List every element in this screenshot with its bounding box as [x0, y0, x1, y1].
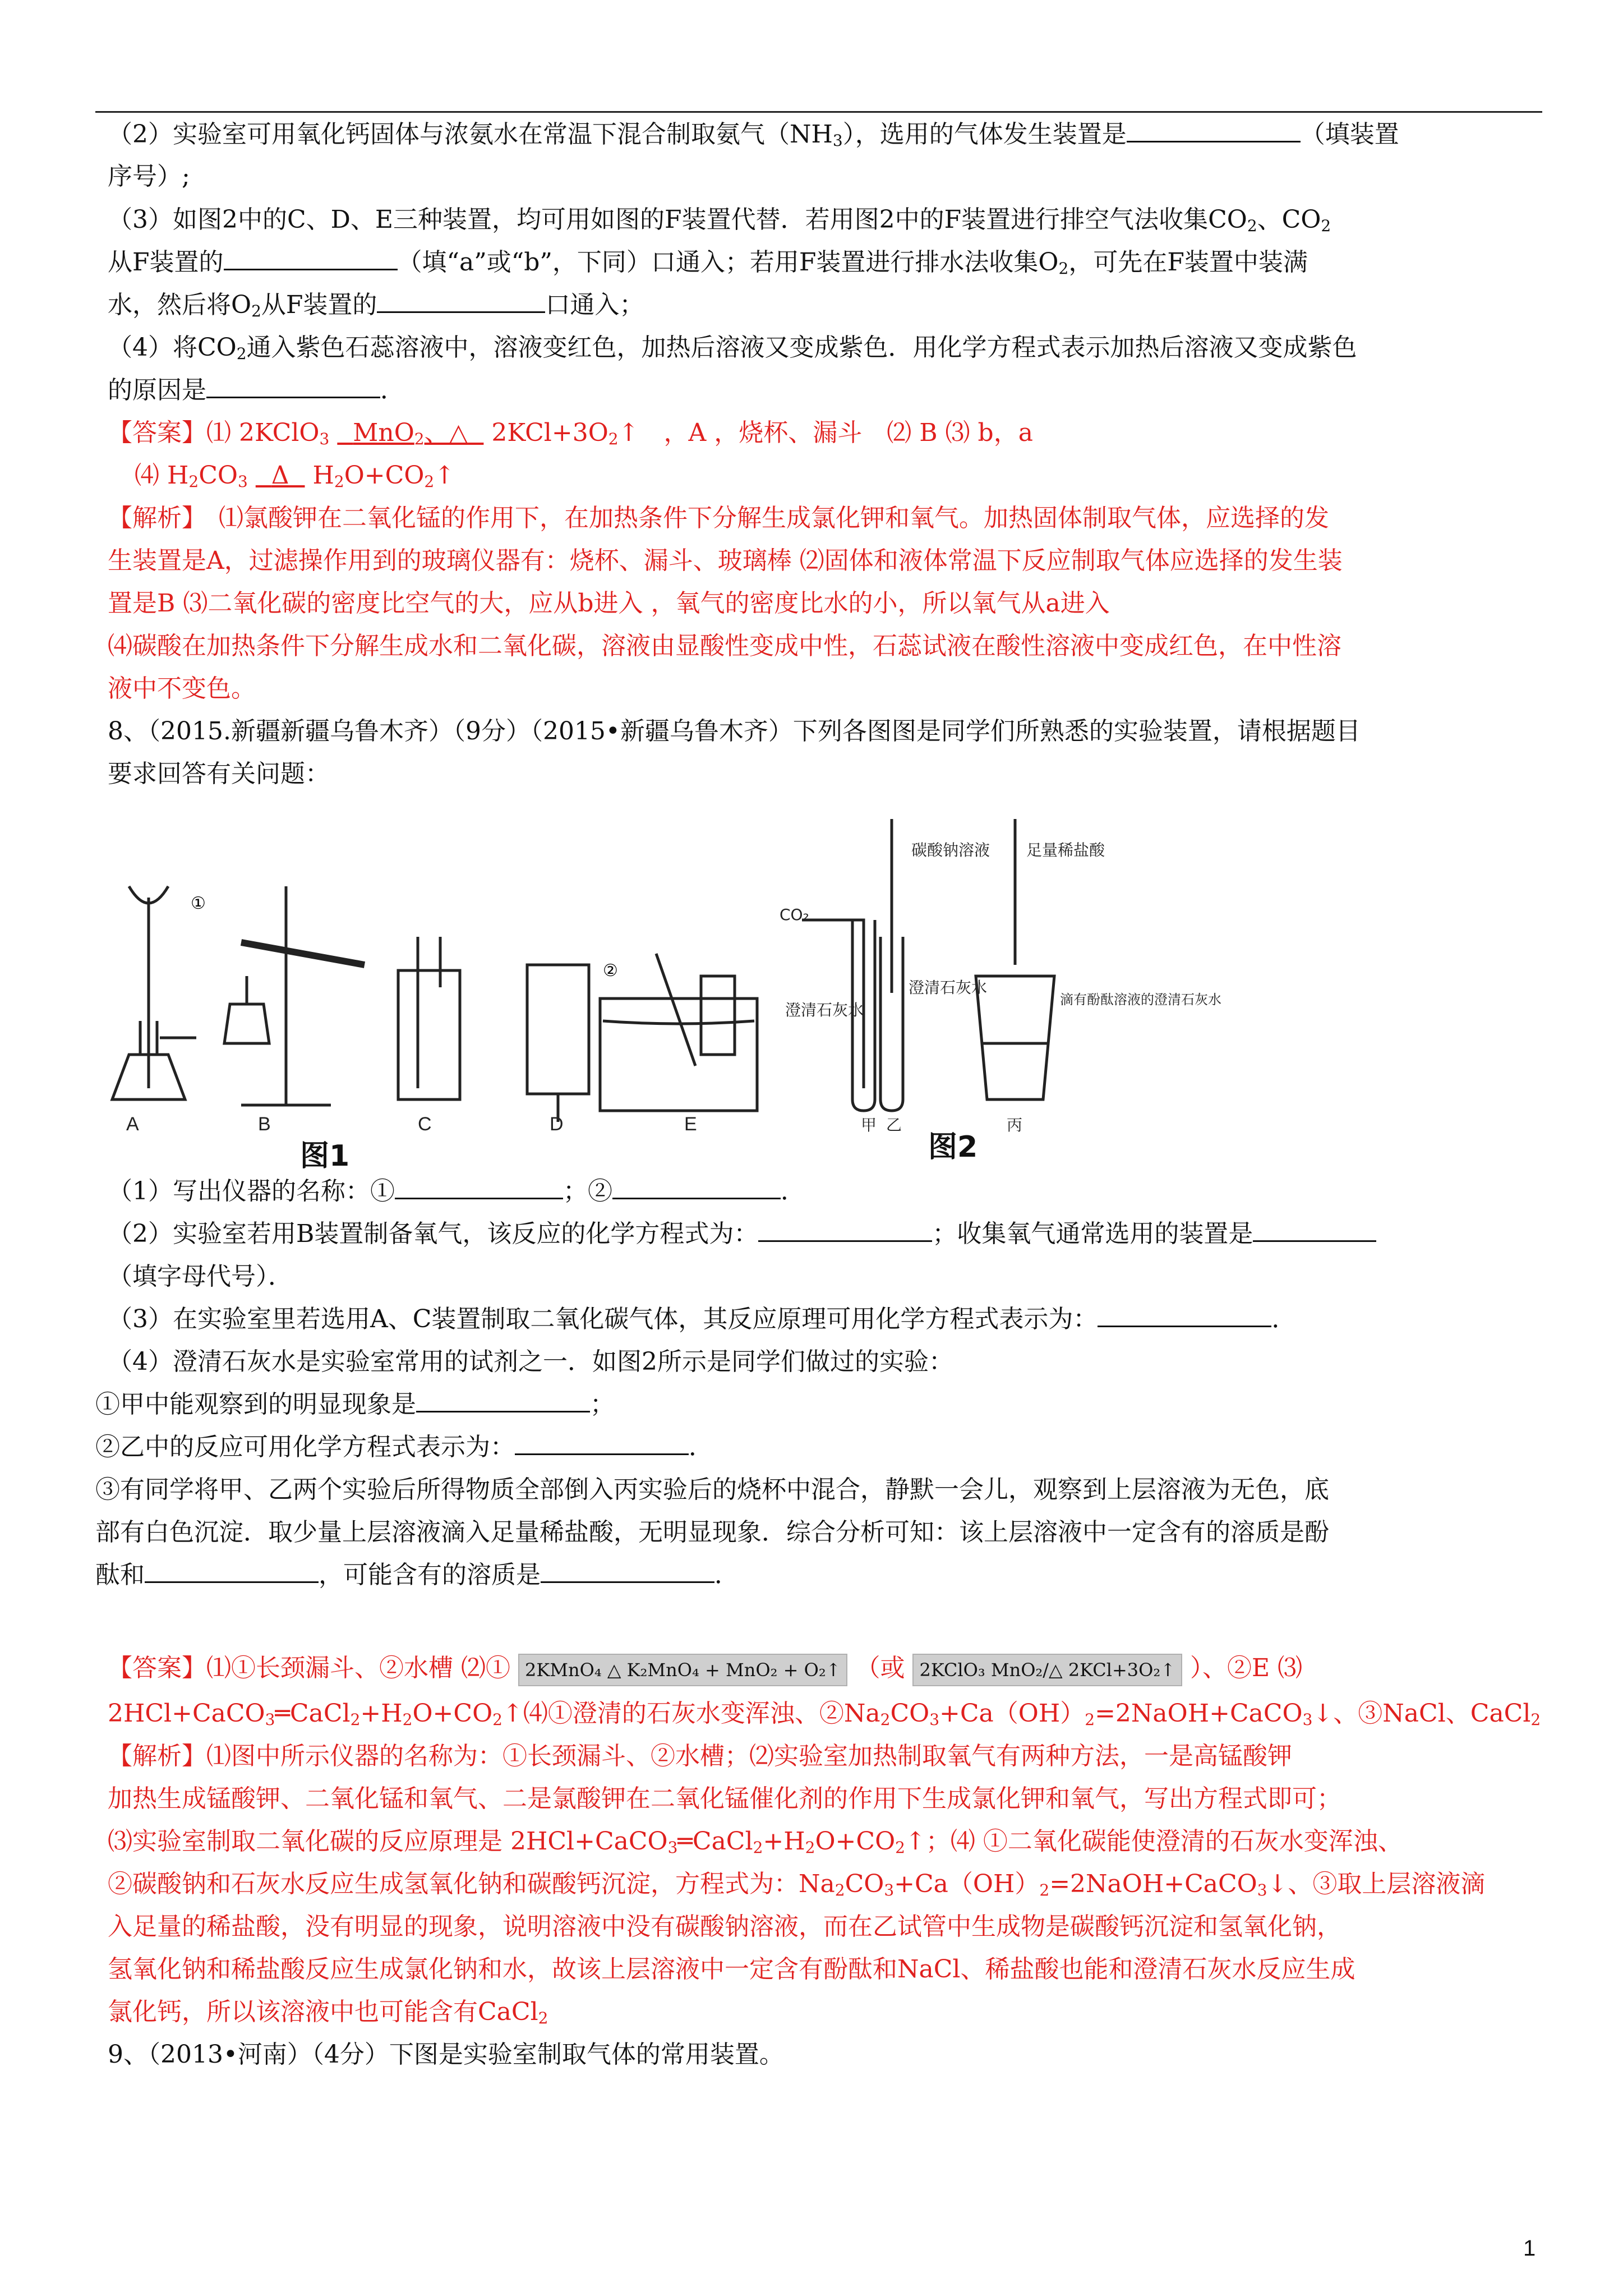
- answer-blank: [1098, 1305, 1271, 1327]
- q8-part4-3-line3: 酞和 ，可能含有的溶质是 ．: [95, 1561, 739, 1589]
- answer-blank: [206, 376, 380, 398]
- q8-analysis-line1: 【解析】⑴图中所示仪器的名称为：①长颈漏斗、②水槽；⑵实验室加热制取氧气有两种方法，一是高锰酸钾: [108, 1742, 1292, 1770]
- answer-blank: [224, 249, 398, 270]
- q7-part2-line1: （2）实验室可用氧化钙固体与浓氨水在常温下混合制取氨气$(NH_3)$，选用的气体发生装置是 （填装置: [108, 120, 1399, 150]
- answer-blank: [515, 1433, 689, 1455]
- top-rule: [95, 111, 1542, 113]
- label-E: E: [684, 1114, 697, 1133]
- q7-analysis-line1: 【解析】 ⑴氯酸钾在二氧化锰的作用下，在加热条件下分解生成氯化钾和氧气。加热固体制取气体，应选择的发: [108, 504, 1329, 532]
- answer-blank: [541, 1561, 714, 1583]
- q8-answer-line1: 【答案】⑴①长颈漏斗、②水槽 ⑵① 2KMnO₄ △ K₂MnO₄ + MnO₂ + O₂↑ （或 2KClO₃ MnO₂/△ 2KCl+3O₂↑ ）、②E ⑶: [108, 1651, 1302, 1686]
- q7-part3-line3: 水，然后将$O_2$从F装置的 口通入；: [108, 291, 644, 320]
- answer-blank: [612, 1177, 781, 1199]
- q8-part3: （3）在实验室里若选用A、C装置制取二氧化碳气体，其反应原理可用化学方程式表示为： ．: [108, 1305, 1297, 1333]
- q8-part4-1: ①甲中能观察到的明显现象是 ；: [95, 1390, 615, 1419]
- label-bing: 丙: [1007, 1116, 1023, 1133]
- q7-part4-line1: （4）将$CO_2$通入紫色石蕊溶液中，溶液变红色，加热后溶液又变成紫色．用化学方程式表示加热后溶液又变成紫色: [108, 333, 1357, 363]
- equation-image-kclo3: 2KClO₃ MnO₂/△ 2KCl+3O₂↑: [912, 1654, 1182, 1686]
- q7-part3-line1: （3）如图2中的C、D、E三种装置，均可用如图的F装置代替．若用图2中的F装置进行排空气法收集$CO_2$、$CO_2$: [108, 205, 1331, 235]
- label-A: A: [126, 1114, 139, 1133]
- label-co2: CO₂: [780, 905, 809, 924]
- q8-part4-3-line1: ③有同学将甲、乙两个实验后所得物质全部倒入丙实验后的烧杯中混合，静默一会儿，观察到上层溶液为无色，底: [95, 1475, 1329, 1504]
- q7-part4-line2: 的原因是 ．: [108, 376, 405, 404]
- q7-analysis-line3: 置是B ⑶二氧化碳的密度比空气的大，应从b进入 ，氧气的密度比水的小，所以氧气从a进入: [108, 589, 1110, 618]
- label-sodium-carbonate: 碳酸钠溶液: [911, 841, 990, 859]
- q8-part4: （4）澄清石灰水是实验室常用的试剂之一．如图2所示是同学们做过的实验：: [108, 1347, 953, 1376]
- marker-2: ②: [603, 961, 618, 981]
- label-jia: 甲: [861, 1116, 877, 1133]
- q8-heading-line1: 8、（2015.新疆新疆乌鲁木齐）（9分）（2015•新疆乌鲁木齐）下列各图图是同学们所熟悉的实验装置，请根据题目: [108, 717, 1361, 746]
- q8-part4-2: ②乙中的反应可用化学方程式表示为： ．: [95, 1433, 713, 1461]
- q7-part2-line2: 序号）;: [108, 162, 190, 191]
- answer-blank: [395, 1177, 563, 1199]
- q8-part4-3-line2: 部有白色沉淀．取少量上层溶液滴入足量稀盐酸，无明显现象．综合分析可知：该上层溶液中一定含有的溶质是酚: [95, 1518, 1329, 1547]
- q8-analysis-line6: 氢氧化钠和稀盐酸反应生成氯化钠和水，故该上层溶液中一定含有酚酞和NaCl、稀盐酸也能和澄清石灰水反应生成: [108, 1955, 1355, 1984]
- q8-analysis-line7: 氯化钙，所以该溶液中也可能含有CaCl$_2$: [108, 1998, 548, 2027]
- answer-blank: [1127, 121, 1301, 142]
- figure-2-label: 图2: [928, 1130, 978, 1164]
- label-B: B: [258, 1114, 271, 1133]
- q7-part3-line2: 从F装置的 （填“a”或“b”，下同）口通入；若用F装置进行排水法收集$O_2$，可先在F装置中装满: [108, 248, 1308, 278]
- q9-heading: 9、（2013•河南）（4分）下图是实验室制取气体的常用装置。: [108, 2040, 784, 2069]
- figure-1-label: 图1: [300, 1139, 350, 1173]
- q7-analysis-line2: 生装置是A，过滤操作用到的玻璃仪器有：烧杯、漏斗、玻璃棒 ⑵固体和液体常温下反应制取气体应选择的发生装: [108, 546, 1343, 575]
- label-C: C: [418, 1114, 432, 1133]
- q7-answer-line1: 【答案】⑴ 2KClO$_3$ MnO$_2$、△ $2KCl+3O_2↑$ ，A ，烧杯、漏斗 ⑵ B ⑶ b，a: [108, 418, 1033, 448]
- answer-blank: [416, 1391, 590, 1412]
- q8-part2-line2: （填字母代号）．: [108, 1262, 293, 1291]
- marker-1: ①: [191, 894, 206, 913]
- label-dilute-hcl: 足量稀盐酸: [1026, 841, 1105, 859]
- answer-blank: [377, 291, 545, 313]
- figure-2-apparatus: [768, 808, 1430, 1133]
- q7-answer-line2: ⑷ $H_2CO_3$ Δ $H_2O+CO_2↑$: [135, 461, 455, 491]
- page-number: 1: [1523, 2236, 1536, 2261]
- q8-analysis-line3: ⑶实验室制取二氧化碳的反应原理是 $2HCl+CaCO_3═CaCl_2+H_2O+CO_2↑$；⑷ ①二氧化碳能使澄清的石灰水变浑浊、: [108, 1827, 1403, 1857]
- q8-part1: （1）写出仪器的名称：① ；② ．: [108, 1177, 805, 1205]
- q8-heading-line2: 要求回答有关问题：: [108, 760, 330, 788]
- answer-blank: [1253, 1220, 1376, 1242]
- q7-analysis-line5: 液中不变色。: [108, 674, 256, 703]
- q8-analysis-line4: ②碳酸钠和石灰水反应生成氢氧化钠和碳酸钙沉淀，方程式为：$Na_2CO_3+Ca(OH)_2=2NaOH+CaCO_3↓$、③取上层溶液滴: [108, 1870, 1486, 1899]
- label-D: D: [550, 1114, 564, 1133]
- q8-analysis-line5: 入足量的稀盐酸，没有明显的现象，说明溶液中没有碳酸钠溶液，而在乙试管中生成物是碳酸钙沉淀和氢氧化钠，: [108, 1912, 1341, 1941]
- q8-part2-line1: （2）实验室若用B装置制备氧气，该反应的化学方程式为： ；收集氧气通常选用的装置是: [108, 1217, 1376, 1251]
- figure-1-apparatus: [95, 875, 763, 1133]
- label-phenolphthalein-limewater: 滴有酚酞溶液的澄清石灰水: [1060, 992, 1221, 1007]
- answer-blank: [145, 1561, 319, 1583]
- answer-blank: [758, 1220, 932, 1242]
- label-yi: 乙: [886, 1116, 902, 1133]
- label-clear-limewater-1: 澄清石灰水: [785, 1001, 864, 1019]
- q8-analysis-line2: 加热生成锰酸钾、二氧化锰和氧气、二是氯酸钾在二氧化锰催化剂的作用下生成氯化钾和氧气，写出方程式即可；: [108, 1784, 1341, 1813]
- label-clear-limewater-2: 澄清石灰水: [909, 978, 988, 997]
- equation-image-kmno4: 2KMnO₄ △ K₂MnO₄ + MnO₂ + O₂↑: [518, 1654, 847, 1686]
- q7-analysis-line4: ⑷碳酸在加热条件下分解生成水和二氧化碳，溶液由显酸性变成中性，石蕊试液在酸性溶液中变成红色，在中性溶: [108, 632, 1341, 660]
- q8-answer-line2: $2HCl+CaCO_3═CaCl_2+H_2O+CO_2↑⑷①$澄清的石灰水变浑浊、$②Na_2CO_3+Ca(OH)_2=2NaOH+CaCO_3↓$、③NaCl、CaCl$_2$: [108, 1699, 1541, 1729]
